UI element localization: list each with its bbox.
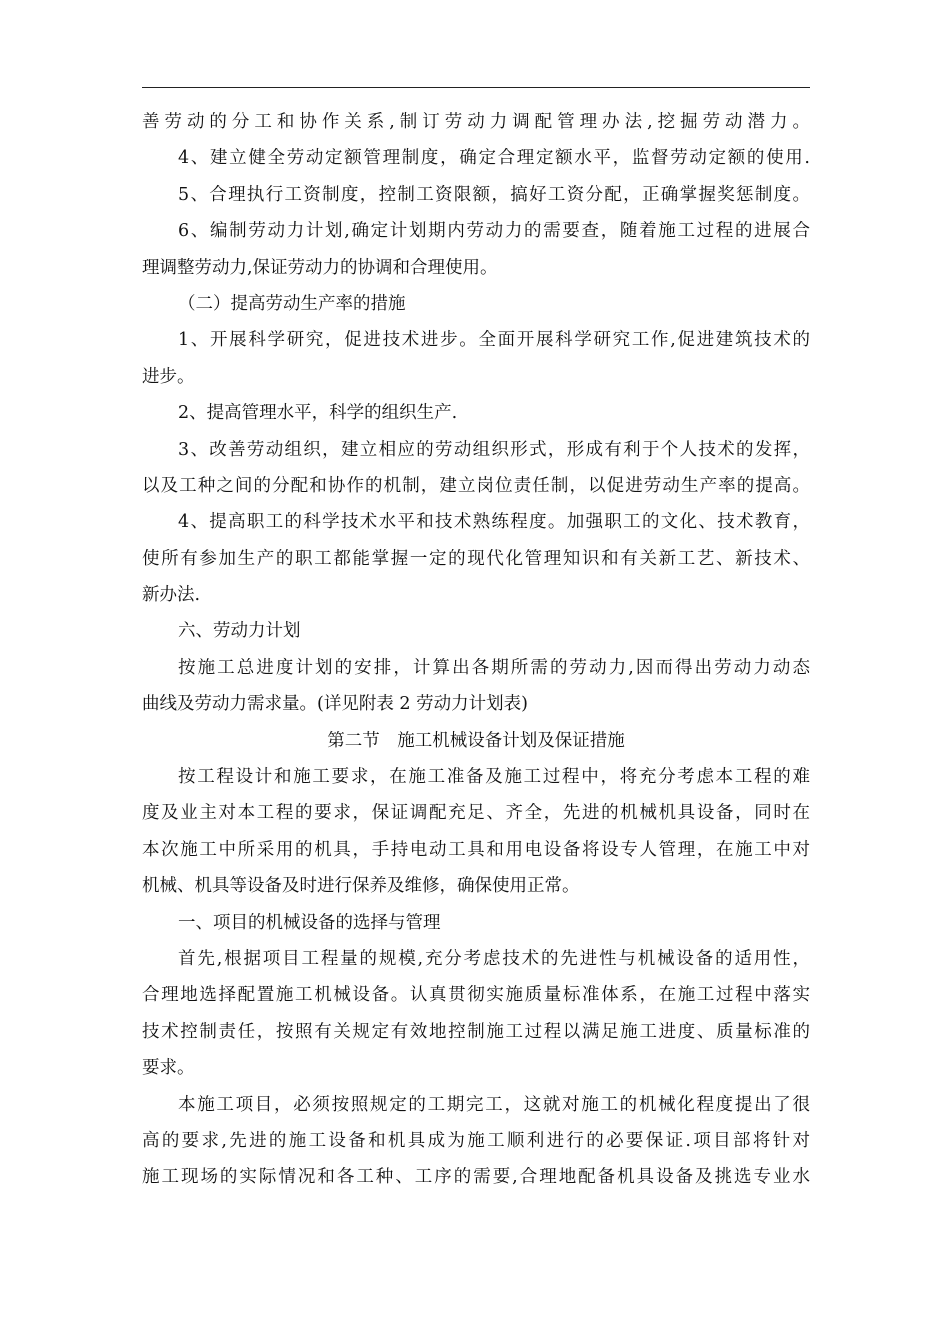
text-line: 合理地选择配置施工机械设备。认真贯彻实施质量标准体系，在施工过程中落实 — [142, 985, 810, 1006]
text-line: 新办法. — [142, 585, 201, 606]
text-line: 高的要求,先进的施工设备和机具成为施工顺利进行的必要保证.项目部将针对 — [142, 1130, 810, 1151]
text-line: 4、提高职工的科学技术水平和技术熟练程度。加强职工的文化、技术教育， — [178, 512, 810, 533]
header-rule — [142, 87, 810, 88]
text-line: 首先,根据项目工程量的规模,充分考虑技术的先进性与机械设备的适用性， — [178, 948, 810, 969]
body-text — [142, 104, 810, 1196]
text-line: 1、开展科学研究，促进技术进步。全面开展科学研究工作,促进建筑技术的 — [178, 330, 810, 351]
text-line: 本次施工中所采用的机具，手持电动工具和用电设备将设专人管理，在施工中对 — [142, 839, 810, 860]
text-line: 善劳动的分工和协作关系,制订劳动力调配管理办法,挖掘劳动潜力。 — [142, 112, 810, 132]
text-line: 按施工总进度计划的安排，计算出各期所需的劳动力,因而得出劳动力动态 — [178, 657, 810, 678]
text-line: 曲线及劳动力需求量。(详见附表 2 劳动力计划表) — [142, 694, 528, 715]
text-line: 按工程设计和施工要求，在施工准备及施工过程中，将充分考虑本工程的难 — [178, 767, 810, 788]
text-line: 3、改善劳动组织，建立相应的劳动组织形式，形成有利于个人技术的发挥， — [178, 439, 810, 460]
text-line: 5、合理执行工资制度，控制工资限额，搞好工资分配，正确掌握奖惩制度。 — [178, 184, 810, 205]
text-line: 4、建立健全劳动定额管理制度，确定合理定额水平，监督劳动定额的使用. — [178, 148, 810, 169]
text-line: 理调整劳动力,保证劳动力的协调和合理使用。 — [142, 257, 498, 278]
chapter-heading: 第二节 施工机械设备计划及保证措施 — [327, 730, 625, 751]
text-line: 以及工种之间的分配和协作的机制，建立岗位责任制，以促进劳动生产率的提高。 — [142, 475, 810, 496]
section-heading: （二）提高劳动生产率的措施 — [178, 293, 406, 314]
text-line: 要求。 — [142, 1058, 195, 1079]
text-line: 本施工项目，必须按照规定的工期完工，这就对施工的机械化程度提出了很 — [178, 1094, 810, 1115]
section-heading: 六、劳动力计划 — [178, 621, 301, 642]
text-line: 进步。 — [142, 366, 195, 387]
text-line: 机械、机具等设备及时进行保养及维修，确保使用正常。 — [142, 876, 580, 897]
text-line: 使所有参加生产的职工都能掌握一定的现代化管理知识和有关新工艺、新技术、 — [142, 548, 810, 569]
text-line: 2、提高管理水平，科学的组织生产. — [178, 403, 458, 424]
text-line: 技术控制责任，按照有关规定有效地控制施工过程以满足施工进度、质量标准的 — [142, 1021, 810, 1042]
text-line: 6、编制劳动力计划,确定计划期内劳动力的需要查，随着施工过程的进展合 — [178, 221, 810, 242]
section-heading: 一、项目的机械设备的选择与管理 — [178, 912, 441, 933]
text-line: 施工现场的实际情况和各工种、工序的需要,合理地配备机具设备及挑选专业水 — [142, 1167, 810, 1188]
text-line: 度及业主对本工程的要求，保证调配充足、齐全，先进的机械机具设备，同时在 — [142, 803, 810, 824]
